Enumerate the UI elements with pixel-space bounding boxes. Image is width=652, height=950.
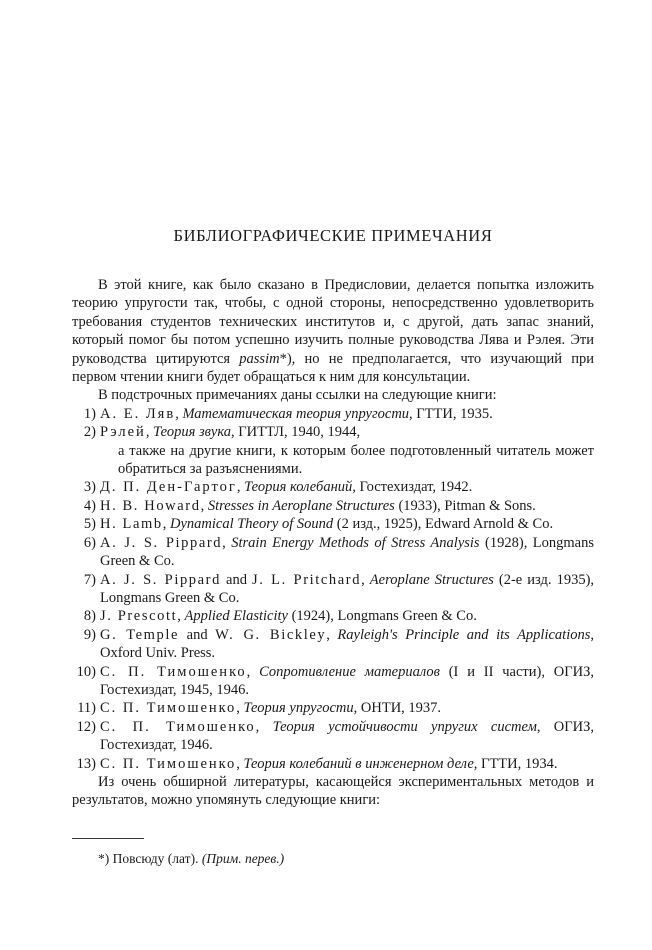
footnote-divider bbox=[72, 838, 144, 839]
reference-item: 12) С. П. Тимошенко, Теория устойчивости упругих систем, ОГИЗ, Гостехиздат, 1946. bbox=[72, 718, 594, 755]
reference-details: (2-е изд. 1935), Longmans Green & Co. bbox=[100, 571, 595, 606]
reference-item: 10) С. П. Тимошенко, Сопротивление материалов (I и II части), ОГИЗ, Гостехиздат, 1945, 1946. bbox=[72, 663, 594, 700]
passim-word: passim bbox=[239, 350, 280, 367]
reference-number: 4) bbox=[83, 497, 96, 514]
reference-details: , ГИТТЛ, 1940, 1944, bbox=[231, 424, 361, 441]
reference-item: 9) G. Temple and W. G. Bickley, Rayleigh's Principle and its Applications, Oxford Univ. Press. bbox=[72, 626, 594, 663]
reference-title: Математическая теория упругости bbox=[182, 405, 410, 422]
reference-details: (2 изд., 1925), Edward Arnold & Co. bbox=[333, 516, 554, 533]
reference-author: J. Prescott bbox=[100, 608, 178, 625]
reference-title: Applied Elasticity bbox=[184, 608, 288, 625]
reference-item: 5) H. Lamb, Dynamical Theory of Sound (2 изд., 1925), Edward Arnold & Co. bbox=[72, 515, 594, 533]
reference-title: Rayleigh's Principle and its Applications bbox=[337, 626, 591, 643]
reference-author: С. П. Тимошенко bbox=[100, 755, 237, 772]
intro-paragraph bbox=[72, 276, 594, 386]
reference-number: 9) bbox=[83, 626, 96, 643]
reference-author: Д. П. Ден-Гартог bbox=[100, 479, 237, 496]
reference-item: 11) С. П. Тимошенко, Теория упругости, ОНТИ, 1937. bbox=[72, 699, 594, 717]
reference-author: А. Е. Ляв bbox=[100, 405, 176, 422]
reference-title: Теория колебаний bbox=[244, 479, 353, 496]
reference-title: Теория упругости bbox=[243, 700, 354, 717]
reference-author: A. J. S. Pippard bbox=[100, 571, 221, 588]
reference-item: 1) А. Е. Ляв, Математическая теория упругости, ГТТИ, 1935. bbox=[72, 405, 594, 423]
reference-item: 13) С. П. Тимошенко, Теория колебаний в инженерном деле, ГТТИ, 1934. bbox=[72, 755, 594, 773]
reference-item: 4) H. B. Howard, Stresses in Aeroplane Structures (1933), Pitman & Sons. bbox=[72, 497, 594, 515]
reference-number: 3) bbox=[83, 479, 96, 496]
reference-details: (1924), Longmans Green & Co. bbox=[287, 608, 477, 625]
footnote bbox=[98, 851, 284, 867]
reference-number: 2) bbox=[83, 424, 96, 441]
reference-number: 7) bbox=[83, 571, 96, 588]
reference-author: С. П. Тимошенко bbox=[100, 663, 247, 680]
refs-intro: В подстрочных примечаниях даны ссылки на следующие книги: bbox=[98, 387, 497, 404]
footnote-translator-note: (Прим. перев.) bbox=[201, 851, 285, 866]
reference-item: 8) J. Prescott, Applied Elasticity (1924), Longmans Green & Co. bbox=[72, 607, 594, 625]
page-heading: БИБЛИОГРАФИЧЕСКИЕ ПРИМЕЧАНИЯ bbox=[173, 226, 493, 245]
intro-text-2: , но не предполагается, что изучающий при первом чтении книги будет обращаться к ним для консультации. bbox=[72, 350, 595, 386]
reference-title: Strain Energy Methods of Stress Analysis bbox=[231, 534, 480, 551]
footnote-text: Повсюду (лат). bbox=[109, 851, 202, 866]
reference-number: 10) bbox=[76, 663, 96, 680]
reference-number: 11) bbox=[77, 700, 96, 717]
reference-coauthor: W. G. Bickley bbox=[215, 626, 327, 643]
reference-author: С. П. Тимошенко bbox=[100, 700, 237, 717]
reference-details: , ОНТИ, 1937. bbox=[353, 700, 442, 717]
reference-author: H. Lamb bbox=[100, 516, 163, 533]
reference-details: (1928), Longmans Green & Co. bbox=[100, 534, 595, 570]
reference-item: 2) Рэлей, Теория звука, ГИТТЛ, 1940, 1944, а также на другие книги, к которым более подготовленный читатель может обратиться за разъяснениями. bbox=[72, 423, 594, 478]
reference-number: 1) bbox=[83, 405, 96, 422]
reference-coauthor: J. L. Pritchard bbox=[252, 571, 362, 588]
reference-details: , Oxford Univ. Press. bbox=[100, 626, 595, 662]
reference-author: Рэлей bbox=[100, 424, 146, 441]
reference-number: 13) bbox=[76, 755, 96, 772]
body-text bbox=[72, 276, 594, 810]
reference-item: 6) A. J. S. Pippard, Strain Energy Methods of Stress Analysis (1928), Longmans Green & Co. bbox=[72, 534, 594, 571]
reference-title: Сопротивление материалов bbox=[259, 663, 440, 680]
reference-details: , ГТТИ, 1935. bbox=[409, 405, 493, 422]
reference-list bbox=[72, 405, 594, 773]
reference-details: (1933), Pitman & Sons. bbox=[394, 497, 536, 514]
reference-author: A. J. S. Pippard bbox=[100, 534, 223, 551]
footnote-ref-mark: *) bbox=[279, 350, 292, 367]
reference-note: а также на другие книги, к которым более подготовленный читатель может обратиться за разъяснениями. bbox=[118, 442, 594, 478]
page bbox=[72, 0, 594, 950]
reference-title: Теория звука bbox=[153, 424, 232, 441]
reference-author: H. B. Howard bbox=[100, 497, 201, 514]
reference-details: , Гостехиздат, 1942. bbox=[352, 479, 473, 496]
reference-title: Теория устойчивости упругих систем bbox=[272, 718, 537, 735]
reference-number: 6) bbox=[83, 534, 96, 551]
reference-number: 5) bbox=[83, 516, 96, 533]
reference-author: С. П. Тимошенко bbox=[100, 718, 256, 735]
reference-details: , ГТТИ, 1934. bbox=[473, 755, 558, 772]
reference-title: Stresses in Aeroplane Structures bbox=[207, 497, 395, 514]
reference-title: Aeroplane Structures bbox=[369, 571, 494, 588]
reference-title: Теория колебаний в инженерном деле bbox=[243, 755, 474, 772]
intro-text-1: В этой книге, как было сказано в Предисловии, делается попытка изложить теорию упругости так, чтобы, с одной стороны, непосредственно удовлетворить требования студентов технических институтов и, с другой, дать запас знаний, который помог бы потом успешно изучить полные руководства Лява и Рэлея. Эти руководства цитируются bbox=[72, 277, 594, 367]
reference-conjunction: and bbox=[220, 571, 253, 588]
closing-paragraph: Из очень обширной литературы, касающейся экспериментальных методов и результатов, можно упомянуть следующие книги: bbox=[72, 773, 594, 809]
reference-conjunction: and bbox=[179, 626, 216, 643]
reference-details: , ОГИЗ, Гостехиздат, 1946. bbox=[100, 718, 594, 754]
reference-item: 3) Д. П. Ден-Гартог, Теория колебаний, Гостехиздат, 1942. bbox=[72, 478, 594, 496]
reference-author: G. Temple bbox=[100, 626, 180, 643]
reference-number: 8) bbox=[83, 608, 96, 625]
reference-title: Dynamical Theory of Sound bbox=[170, 516, 334, 533]
reference-item: 7) A. J. S. Pippard and J. L. Pritchard, Aeroplane Structures (2-е изд. 1935), Longmans Green & Co. bbox=[72, 571, 594, 608]
reference-number: 12) bbox=[76, 718, 96, 735]
reference-details: (I и II части), ОГИЗ, Гостехиздат, 1945, 1946. bbox=[100, 663, 594, 698]
footnote-mark: *) bbox=[98, 851, 110, 866]
